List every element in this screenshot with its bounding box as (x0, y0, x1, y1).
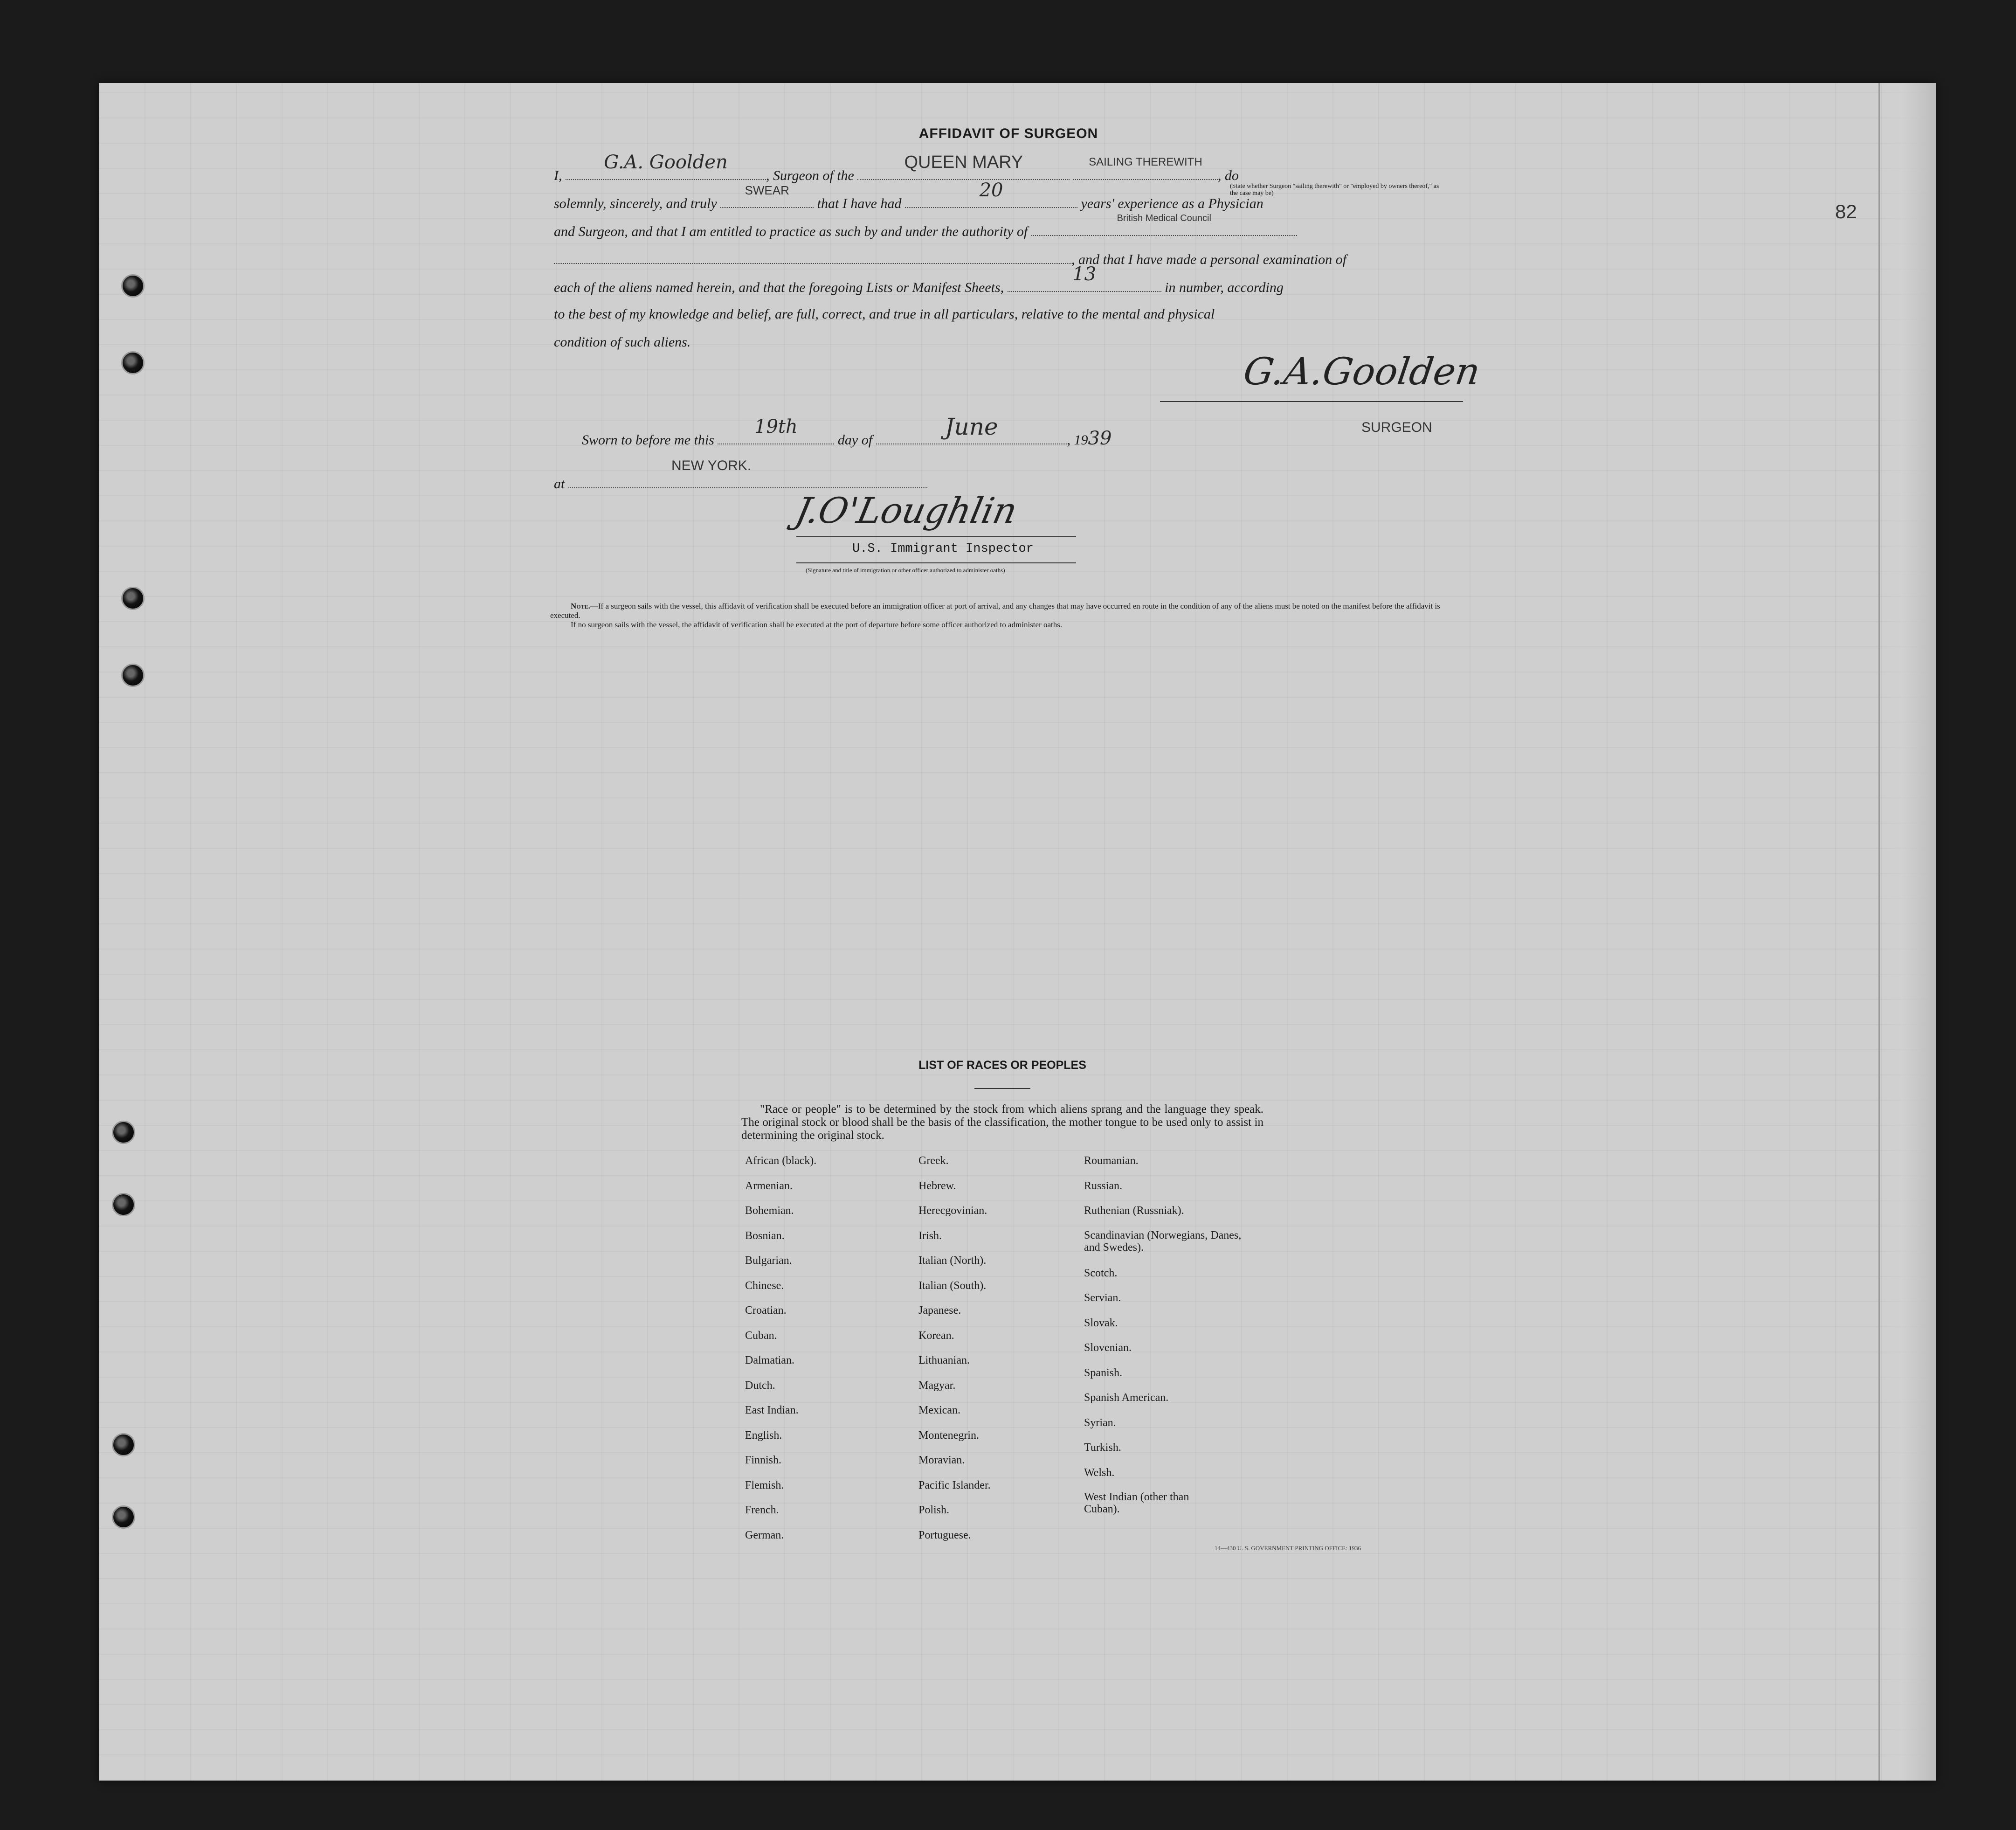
sworn-month: June (945, 413, 998, 440)
race-item: Syrian. (1084, 1416, 1116, 1429)
surgeon-label: SURGEON (1361, 420, 1432, 435)
race-item: Pacific Islander. (918, 1479, 991, 1491)
race-item: Armenian. (745, 1179, 793, 1192)
race-item: Ruthenian (Russniak). (1084, 1205, 1184, 1217)
day-field (718, 416, 834, 444)
text: , 19 (1067, 432, 1088, 448)
race-item: Croatian. (745, 1304, 787, 1317)
races-list (741, 1059, 1263, 1540)
race-item: Scotch. (1084, 1267, 1118, 1279)
inspector-title: U.S. Immigrant Inspector (852, 542, 1034, 556)
races-title: LIST OF RACES OR PEOPLES (918, 1059, 1086, 1072)
races-column-3 (1084, 1149, 1252, 1523)
race-item: Japanese. (918, 1304, 961, 1317)
race-item: German. (745, 1529, 784, 1541)
signature-line (796, 536, 1076, 537)
race-item: Hebrew. (918, 1179, 956, 1192)
authority-field (1031, 213, 1297, 236)
races-columns (741, 1149, 1263, 1540)
race-item: Flemish. (745, 1479, 784, 1491)
race-item: Bohemian. (745, 1205, 794, 1217)
race-item: Spanish. (1084, 1366, 1123, 1379)
month-field (876, 413, 1067, 444)
race-item: Moravian. (918, 1454, 965, 1466)
oath-field (720, 183, 814, 208)
race-item: French. (745, 1504, 779, 1516)
races-intro: "Race or people" is to be determined by the stock from which aliens sprang and the language they speak. The original stock or blood shall be the basis of the classification, the mother tongue to be used only to assist in determining the original stock. (741, 1103, 1263, 1142)
note-label: Note. (571, 602, 590, 610)
binding-hole (121, 664, 145, 687)
race-item: English. (745, 1429, 782, 1442)
sworn-year: 39 (1088, 428, 1112, 449)
race-item: Korean. (918, 1329, 954, 1342)
race-item: Russian. (1084, 1179, 1123, 1192)
race-item: Portuguese. (918, 1529, 971, 1541)
signature-line (1160, 401, 1463, 402)
text: , do (1217, 168, 1239, 183)
sworn-day: 19th (754, 416, 798, 437)
place-field (568, 469, 927, 488)
text: day of (837, 432, 873, 448)
text: in number, according (1165, 280, 1284, 295)
binding-hole (112, 1121, 135, 1144)
surgeon-name: G.A. Goolden (604, 152, 728, 173)
text: I, (554, 168, 562, 183)
text: solemnly, sincerely, and truly (554, 196, 717, 211)
text: , and that I have made a personal examination of (1071, 252, 1346, 267)
note-text: —If a surgeon sails with the vessel, this affidavit of verification shall be executed before an immigration officer at port of arrival, and any changes that may have occurred en route in the condition of any of the aliens must be noted on the manifest before the affidavit is executed. (550, 602, 1440, 620)
text: at (554, 476, 565, 492)
surgeon-signature: G.A.Goolden (1241, 350, 1483, 393)
text: each of the aliens named herein, and that the foregoing Lists or Manifest Sheets, (554, 280, 1004, 295)
race-item: Spanish American. (1084, 1392, 1169, 1404)
divider (974, 1088, 1030, 1089)
race-item: Italian (South). (918, 1279, 987, 1292)
text: years' experience as a Physician (1081, 196, 1263, 211)
race-item: Servian. (1084, 1292, 1121, 1304)
race-item: Turkish. (1084, 1442, 1121, 1454)
blank-field (554, 244, 1071, 264)
binding-hole (121, 587, 145, 610)
oath-word: SWEAR (745, 183, 789, 197)
race-item: Dalmatian. (745, 1354, 794, 1366)
race-item: Scandinavian (Norwegians, Danes, and Swedes). (1084, 1229, 1242, 1254)
race-item: Roumanian. (1084, 1155, 1139, 1167)
signature-line (796, 562, 1076, 563)
race-item: Magyar. (918, 1379, 956, 1392)
race-item: Cuban. (745, 1329, 777, 1342)
race-item: Herecgovinian. (918, 1205, 987, 1217)
race-item: Chinese. (745, 1279, 784, 1292)
race-item: African (black). (745, 1155, 817, 1167)
print-code: 14—430 U. S. GOVERNMENT PRINTING OFFICE: 1936 (1215, 1545, 1361, 1552)
race-item: Montenegrin. (918, 1429, 979, 1442)
affidavit-line-6: to the best of my knowledge and belief, are full, correct, and true in all particulars, relative to the mental and physical (554, 306, 1215, 322)
race-item: Dutch. (745, 1379, 775, 1392)
affidavit-line-5 (554, 263, 1463, 300)
affidavit-title: AFFIDAVIT OF SURGEON (918, 126, 1098, 141)
binding-hole (121, 274, 145, 298)
note-paragraph-2: If no surgeon sails with the vessel, the affidavit of verification shall be executed at the port of departure before some officer authorized to administer oaths. (571, 620, 1063, 629)
sheets-field (1008, 263, 1161, 292)
text: Sworn to before me this (582, 432, 714, 448)
race-item: Bulgarian. (745, 1255, 792, 1267)
race-item: East Indian. (745, 1404, 799, 1416)
binding-hole (112, 1193, 135, 1216)
race-item: Greek. (918, 1155, 949, 1167)
binding-hole (112, 1505, 135, 1529)
verification-note (550, 602, 1464, 630)
binding-hole (121, 351, 145, 374)
years-experience: 20 (979, 180, 1003, 201)
note-paragraph-1 (550, 602, 1464, 620)
affidavit-line-7: condition of such aliens. (554, 334, 691, 350)
status-note: (State whether Surgeon "sailing therewith" or "employed by owners thereof," as the case may be) (1230, 183, 1439, 197)
race-item: Italian (North). (918, 1255, 987, 1267)
race-item: Welsh. (1084, 1466, 1115, 1479)
binding-hole (112, 1433, 135, 1456)
race-item: Lithuanian. (918, 1354, 970, 1366)
text: and Surgeon, and that I am entitled to practice as such by and under the authority of (554, 224, 1028, 239)
race-item: Slovak. (1084, 1317, 1118, 1329)
surgeon-status: SAILING THEREWITH (1089, 156, 1202, 168)
race-item: Finnish. (745, 1454, 782, 1466)
race-item: Slovenian. (1084, 1342, 1132, 1354)
affidavit-line-2 (554, 180, 1463, 216)
race-item: Mexican. (918, 1404, 960, 1416)
vessel-name: QUEEN MARY (904, 152, 1023, 172)
page-number: 82 (1835, 201, 1857, 222)
race-item: Bosnian. (745, 1229, 785, 1242)
sheet-count: 13 (1072, 263, 1097, 285)
licensing-authority: British Medical Council (1117, 213, 1211, 223)
race-item: Polish. (918, 1504, 950, 1516)
text: that I have had (817, 196, 902, 211)
races-column-2 (918, 1149, 991, 1548)
inspector-signature: J.O'Loughlin (792, 490, 1021, 531)
races-column-1 (745, 1149, 816, 1548)
race-item: Irish. (918, 1229, 942, 1242)
inspector-note: (Signature and title of immigration or other officer authorized to administer oaths) (806, 567, 1005, 574)
place-stamp: NEW YORK. (671, 458, 752, 473)
affidavit-of-surgeon (554, 126, 1483, 574)
text: , Surgeon of the (766, 168, 854, 183)
race-item: West Indian (other than Cuban). (1084, 1491, 1189, 1515)
sworn-line (554, 413, 1346, 452)
affidavit-line-3 (554, 213, 1463, 244)
surgeon-status-field (1073, 156, 1218, 180)
